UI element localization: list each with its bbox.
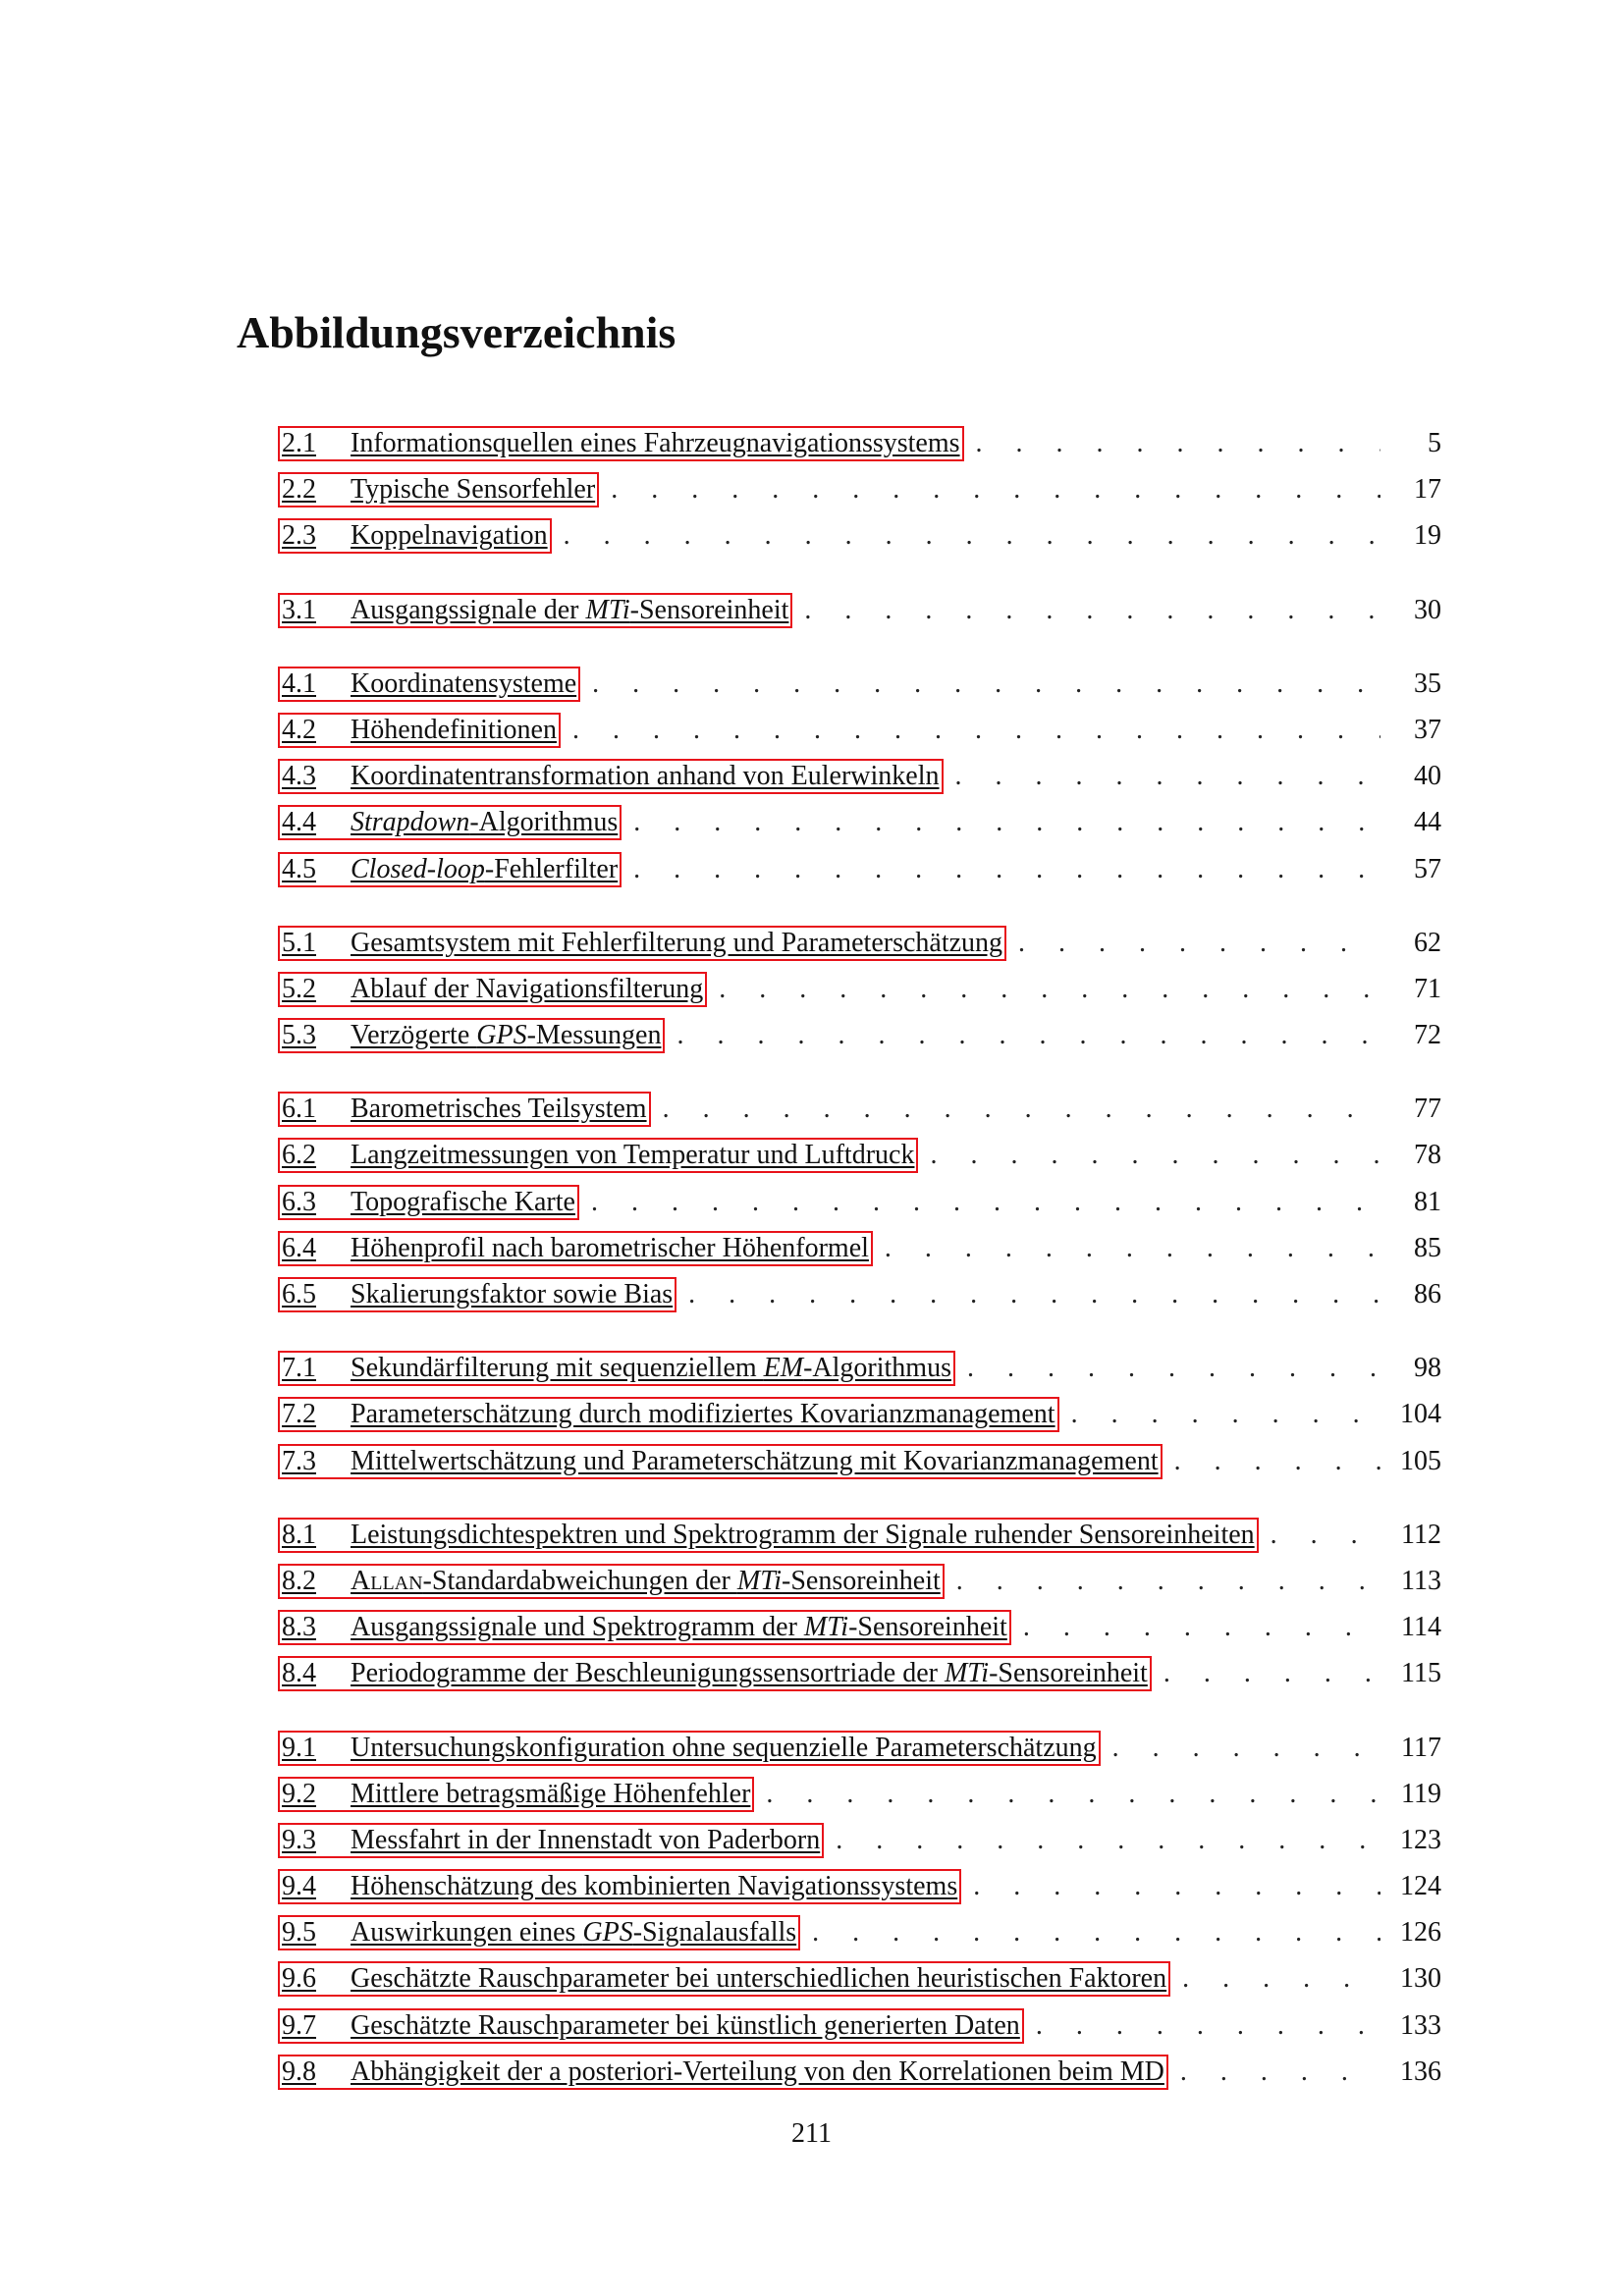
figure-page-number[interactable]: 57	[1414, 853, 1441, 884]
figure-title-part: Höhenschätzung des kombinierten Navigationssystems	[351, 1871, 958, 1902]
figure-title	[351, 668, 576, 699]
figure-entry	[278, 466, 1441, 512]
dot-leader	[719, 966, 1380, 1012]
figure-title-part: -Fehlerfilter	[484, 853, 619, 884]
figure-group	[278, 1345, 1441, 1484]
figure-number: 9.4	[282, 1871, 316, 1902]
figure-title	[351, 1566, 941, 1596]
figure-page-number[interactable]: 130	[1400, 1963, 1441, 1995]
figure-group	[278, 1086, 1441, 1317]
figure-page-number[interactable]: 124	[1400, 1871, 1441, 1902]
dot-leader	[804, 587, 1380, 633]
figure-page-number[interactable]: 86	[1414, 1279, 1441, 1309]
figure-link[interactable]	[278, 1656, 1152, 1691]
figure-entry	[278, 707, 1441, 753]
figure-entry	[278, 512, 1441, 559]
figure-link[interactable]	[278, 1823, 824, 1858]
figure-title-part: Geschätzte Rauschparameter bei künstlich generierten Daten	[351, 2009, 1020, 2041]
dot-leader	[564, 512, 1380, 559]
figure-title-part: Höhendefinitionen	[351, 714, 557, 745]
figure-entry	[278, 661, 1441, 707]
figure-title	[351, 1140, 914, 1170]
figure-group	[278, 1512, 1441, 1697]
figure-entry	[278, 1863, 1441, 1909]
figure-number: 6.1	[282, 1094, 316, 1125]
figure-entry	[278, 2049, 1441, 2095]
figure-title	[351, 1279, 673, 1309]
figure-title	[351, 520, 548, 551]
figure-title-part: Koordinatensysteme	[351, 667, 577, 699]
figure-entry	[278, 1955, 1441, 2002]
figure-title-part: Mittlere betragsmäßige Höhenfehler	[351, 1778, 751, 1809]
figure-title-part: -Sensoreinheit	[848, 1612, 1007, 1643]
figure-title-part: -Sensoreinheit	[629, 594, 789, 625]
figure-title-part: Skalierungsfaktor sowie Bias	[351, 1279, 674, 1309]
figure-title-part: Periodogramme der Beschleunigungssensortriade der	[351, 1658, 945, 1689]
figure-page-number[interactable]: 71	[1414, 973, 1441, 1004]
figure-page-number[interactable]: 44	[1414, 807, 1441, 838]
figure-entry	[278, 753, 1441, 799]
figure-entry	[278, 1817, 1441, 1863]
dot-leader	[1112, 1725, 1380, 1771]
figure-title-part: -Standardabweichungen der	[422, 1565, 737, 1596]
figure-number: 9.7	[282, 2009, 316, 2041]
figure-link[interactable]	[278, 1351, 955, 1386]
figure-link[interactable]	[278, 667, 580, 702]
figure-title-part: Ausgangssignale und Spektrogramm der	[351, 1612, 804, 1643]
figure-number: 7.1	[282, 1353, 316, 1384]
figure-title	[351, 1233, 869, 1263]
figure-title	[351, 1446, 1159, 1476]
figure-link[interactable]	[278, 1777, 754, 1812]
figure-page-number[interactable]: 5	[1428, 428, 1441, 458]
figure-link[interactable]	[278, 1564, 945, 1599]
dot-leader	[812, 1909, 1380, 1955]
figure-title	[351, 761, 940, 791]
figure-entry	[278, 1271, 1441, 1317]
dot-leader	[1071, 1391, 1380, 1437]
figure-link[interactable]	[278, 472, 599, 507]
figure-link[interactable]	[278, 713, 561, 748]
figure-link[interactable]	[278, 1231, 873, 1266]
figure-title-part: MTi	[944, 1658, 990, 1689]
figure-page-number[interactable]: 19	[1414, 520, 1441, 552]
figure-title-part: Auswirkungen eines	[351, 1917, 583, 1949]
figure-page-number[interactable]: 40	[1414, 761, 1441, 792]
page-number: 211	[791, 2118, 832, 2149]
dot-leader	[572, 707, 1380, 753]
figure-title-part: Strapdown	[351, 807, 470, 838]
figure-number: 2.3	[282, 520, 316, 552]
figure-entry	[278, 1771, 1441, 1817]
figure-title-part: Langzeitmessungen von Temperatur und Luftdruck	[351, 1140, 915, 1171]
dot-leader	[1180, 2049, 1380, 2095]
figure-title-part: Abhängigkeit der a posteriori-Verteilung von den Korrelationen beim MD	[351, 2056, 1164, 2087]
figure-number: 3.1	[282, 594, 316, 625]
figure-entry	[278, 966, 1441, 1012]
figure-title-part: GPS	[582, 1917, 633, 1949]
figure-title-part: Barometrisches Teilsystem	[351, 1094, 647, 1125]
figure-number: 4.1	[282, 667, 316, 699]
figure-group	[278, 420, 1441, 560]
figure-link[interactable]	[278, 805, 622, 840]
figure-number: 9.3	[282, 1824, 316, 1855]
figure-link[interactable]	[278, 1961, 1170, 1997]
dot-leader	[930, 1132, 1380, 1178]
figure-number: 9.1	[282, 1732, 316, 1763]
figure-link[interactable]	[278, 593, 792, 628]
figure-page-number[interactable]: 77	[1414, 1094, 1441, 1125]
figure-title	[351, 428, 960, 458]
figure-number: 4.4	[282, 807, 316, 838]
figure-entry	[278, 1179, 1441, 1225]
figure-title-part: Allan	[351, 1565, 423, 1596]
figure-entry	[278, 1558, 1441, 1604]
figure-title	[351, 1733, 1097, 1763]
figure-page-number[interactable]: 114	[1401, 1612, 1441, 1643]
figure-page-number[interactable]: 119	[1401, 1778, 1441, 1809]
figure-title-part: Gesamtsystem mit Fehlerfilterung und Parameterschätzung	[351, 927, 1003, 958]
figure-page-number[interactable]: 85	[1414, 1232, 1441, 1263]
figure-title	[351, 1187, 575, 1217]
figure-entry	[278, 1604, 1441, 1650]
figure-link[interactable]	[278, 2008, 1024, 2044]
figure-number: 6.2	[282, 1140, 316, 1171]
figure-title-part: -Algorithmus	[803, 1353, 951, 1384]
figure-title-part: Untersuchungskonfiguration ohne sequenzielle Parameterschätzung	[351, 1732, 1097, 1763]
figure-title	[351, 2010, 1020, 2041]
figure-title-part: -Messungen	[526, 1020, 662, 1051]
figure-number: 6.4	[282, 1232, 316, 1263]
figure-number: 5.1	[282, 927, 316, 958]
figure-entry	[278, 799, 1441, 845]
figure-title-part: MTi	[585, 594, 630, 625]
figure-link[interactable]	[278, 1092, 651, 1127]
figure-link[interactable]	[278, 1610, 1011, 1645]
dot-leader	[592, 661, 1380, 707]
figure-page-number[interactable]: 104	[1400, 1399, 1441, 1430]
dot-leader	[611, 466, 1380, 512]
figure-link[interactable]	[278, 1018, 665, 1053]
figure-page-number[interactable]: 78	[1414, 1140, 1441, 1171]
figure-title	[351, 474, 595, 505]
figure-title-part: MTi	[803, 1612, 849, 1643]
dot-leader	[956, 1558, 1380, 1604]
figure-title-part: -Sensoreinheit	[989, 1658, 1148, 1689]
figure-number: 7.3	[282, 1445, 316, 1476]
figure-entry	[278, 1012, 1441, 1058]
figure-page-number[interactable]: 98	[1414, 1353, 1441, 1384]
figure-number: 9.8	[282, 2056, 316, 2087]
figure-number: 4.5	[282, 853, 316, 884]
figure-entry	[278, 1725, 1441, 1771]
figure-page-number[interactable]: 62	[1414, 927, 1441, 958]
dot-leader	[1174, 1438, 1380, 1484]
figure-number: 8.3	[282, 1612, 316, 1643]
figure-title	[351, 1399, 1055, 1429]
figure-page-number[interactable]: 105	[1400, 1445, 1441, 1476]
dot-leader	[688, 1271, 1380, 1317]
figure-page-number[interactable]: 81	[1414, 1186, 1441, 1217]
dot-leader	[836, 1817, 1380, 1863]
figure-title-part: Höhenprofil nach barometrischer Höhenformel	[351, 1232, 869, 1263]
figure-link[interactable]	[278, 1277, 676, 1312]
figure-page-number[interactable]: 136	[1400, 2056, 1441, 2087]
figure-page-number[interactable]: 17	[1414, 474, 1441, 506]
figure-title	[351, 595, 788, 625]
figure-group	[278, 661, 1441, 892]
figure-entry	[278, 587, 1441, 633]
figure-title	[351, 1825, 820, 1855]
figure-title-part: Mittelwertschätzung und Parameterschätzung mit Kovarianzmanagement	[351, 1445, 1159, 1476]
figure-title	[351, 928, 1002, 958]
figure-title	[351, 1353, 951, 1383]
figure-title	[351, 854, 618, 884]
figure-entry	[278, 1438, 1441, 1484]
dot-leader	[676, 1012, 1380, 1058]
dot-leader	[633, 846, 1380, 892]
figure-link[interactable]	[278, 518, 552, 554]
figure-page-number[interactable]: 133	[1400, 2009, 1441, 2041]
figure-page-number[interactable]: 72	[1414, 1020, 1441, 1051]
figure-entry	[278, 846, 1441, 892]
figure-entry	[278, 2002, 1441, 2049]
figure-title	[351, 1020, 661, 1050]
dot-leader	[1163, 1650, 1380, 1696]
figure-link[interactable]	[278, 426, 964, 461]
figure-title-part: Topografische Karte	[351, 1186, 575, 1217]
figure-title	[351, 974, 703, 1004]
figure-page-number[interactable]: 117	[1401, 1732, 1441, 1763]
figure-title	[351, 1963, 1166, 1994]
figure-link[interactable]	[278, 2055, 1168, 2090]
figure-title-part: Koordinatentransformation anhand von Eulerwinkeln	[351, 761, 940, 792]
figure-number: 7.2	[282, 1399, 316, 1430]
figure-title-part: -Algorithmus	[469, 807, 619, 838]
figure-title-part: -Signalausfalls	[632, 1917, 797, 1949]
dot-leader	[973, 1863, 1380, 1909]
dot-leader	[885, 1225, 1380, 1271]
figure-title	[351, 1612, 1007, 1642]
figure-entry	[278, 1512, 1441, 1558]
figure-title-part: Leistungsdichtespektren und Spektrogramm der Signale ruhender Sensoreinheiten	[351, 1519, 1255, 1550]
dot-leader	[1036, 2002, 1380, 2049]
figure-title-part: Messfahrt in der Innenstadt von Paderborn	[351, 1824, 821, 1855]
figure-list	[278, 420, 1441, 2122]
figure-page-number[interactable]: 126	[1400, 1917, 1441, 1949]
figure-entry	[278, 1909, 1441, 1955]
figure-link[interactable]	[278, 972, 707, 1007]
figure-number: 5.3	[282, 1020, 316, 1051]
figure-page-number[interactable]: 123	[1400, 1824, 1441, 1855]
figure-title-part: EM	[763, 1353, 804, 1384]
figure-number: 5.2	[282, 973, 316, 1004]
figure-title	[351, 715, 557, 745]
figure-page-number[interactable]: 30	[1414, 594, 1441, 625]
figure-link[interactable]	[278, 1185, 579, 1220]
figure-link[interactable]	[278, 759, 944, 794]
figure-page-number[interactable]: 115	[1401, 1658, 1441, 1689]
figure-link[interactable]	[278, 1869, 961, 1904]
figure-link[interactable]	[278, 1915, 800, 1950]
figure-entry	[278, 1086, 1441, 1132]
figure-title-part: Koppelnavigation	[351, 520, 548, 552]
figure-page-number[interactable]: 35	[1414, 667, 1441, 699]
figure-title	[351, 1520, 1255, 1550]
figure-number: 2.1	[282, 428, 316, 458]
dot-leader	[1023, 1604, 1380, 1650]
figure-entry	[278, 1650, 1441, 1696]
figure-number: 4.2	[282, 714, 316, 745]
figure-title-part: Informationsquellen eines Fahrzeugnavigationssystems	[351, 428, 960, 458]
figure-title-part: Sekundärfilterung mit sequenziellem	[351, 1353, 764, 1384]
figure-page-number[interactable]: 37	[1414, 714, 1441, 745]
figure-number: 8.1	[282, 1519, 316, 1550]
figure-number: 9.5	[282, 1917, 316, 1949]
figure-link[interactable]	[278, 852, 622, 887]
figure-title-part: Typische Sensorfehler	[351, 474, 596, 506]
figure-title-part: GPS	[476, 1020, 527, 1051]
figure-number: 6.5	[282, 1279, 316, 1309]
figure-number: 9.2	[282, 1778, 316, 1809]
dot-leader	[1271, 1512, 1380, 1558]
figure-link[interactable]	[278, 1518, 1259, 1553]
figure-group	[278, 587, 1441, 633]
figure-title	[351, 1094, 647, 1124]
figure-link[interactable]	[278, 1444, 1163, 1479]
figure-title	[351, 2056, 1164, 2087]
dot-leader	[591, 1179, 1380, 1225]
figure-entry	[278, 1345, 1441, 1391]
figure-number: 8.2	[282, 1565, 316, 1596]
figure-title-part: MTi	[736, 1565, 783, 1596]
figure-title-part: -Sensoreinheit	[782, 1565, 941, 1596]
figure-number: 8.4	[282, 1658, 316, 1689]
figure-title	[351, 1658, 1148, 1688]
figure-title-part: Closed-loop	[351, 853, 485, 884]
figure-title-part: Parameterschätzung durch modifiziertes Kovarianzmanagement	[351, 1399, 1055, 1430]
dot-leader	[633, 799, 1380, 845]
figure-entry	[278, 420, 1441, 466]
figure-number: 2.2	[282, 474, 316, 506]
figure-title	[351, 1779, 750, 1809]
figure-link[interactable]	[278, 926, 1006, 961]
figure-entry	[278, 920, 1441, 966]
figure-entry	[278, 1391, 1441, 1437]
figure-page-number[interactable]: 113	[1401, 1565, 1441, 1596]
figure-title-part: Ausgangssignale der	[351, 594, 586, 625]
figure-title	[351, 1917, 796, 1948]
figure-title-part: Verzögerte	[351, 1020, 477, 1051]
figure-entry	[278, 1225, 1441, 1271]
page-title: Abbildungsverzeichnis	[237, 307, 676, 357]
figure-entry	[278, 1132, 1441, 1178]
figure-link[interactable]	[278, 1397, 1059, 1432]
figure-title	[351, 1871, 957, 1901]
dot-leader	[1018, 920, 1380, 966]
dot-leader	[1182, 1955, 1380, 2002]
dot-leader	[955, 753, 1381, 799]
figure-title-part: Ablauf der Navigationsfilterung	[351, 973, 704, 1004]
figure-number: 9.6	[282, 1963, 316, 1995]
figure-link[interactable]	[278, 1731, 1101, 1766]
figure-group	[278, 920, 1441, 1059]
figure-group	[278, 1725, 1441, 2096]
dot-leader	[967, 1345, 1380, 1391]
dot-leader	[766, 1771, 1380, 1817]
figure-number: 6.3	[282, 1186, 316, 1217]
figure-page-number[interactable]: 112	[1401, 1519, 1441, 1550]
figure-title	[351, 807, 618, 837]
figure-title-part: Geschätzte Rauschparameter bei unterschiedlichen heuristischen Faktoren	[351, 1963, 1167, 1995]
figure-number: 4.3	[282, 761, 316, 792]
dot-leader	[976, 420, 1380, 466]
figure-link[interactable]	[278, 1138, 918, 1173]
dot-leader	[663, 1086, 1380, 1132]
